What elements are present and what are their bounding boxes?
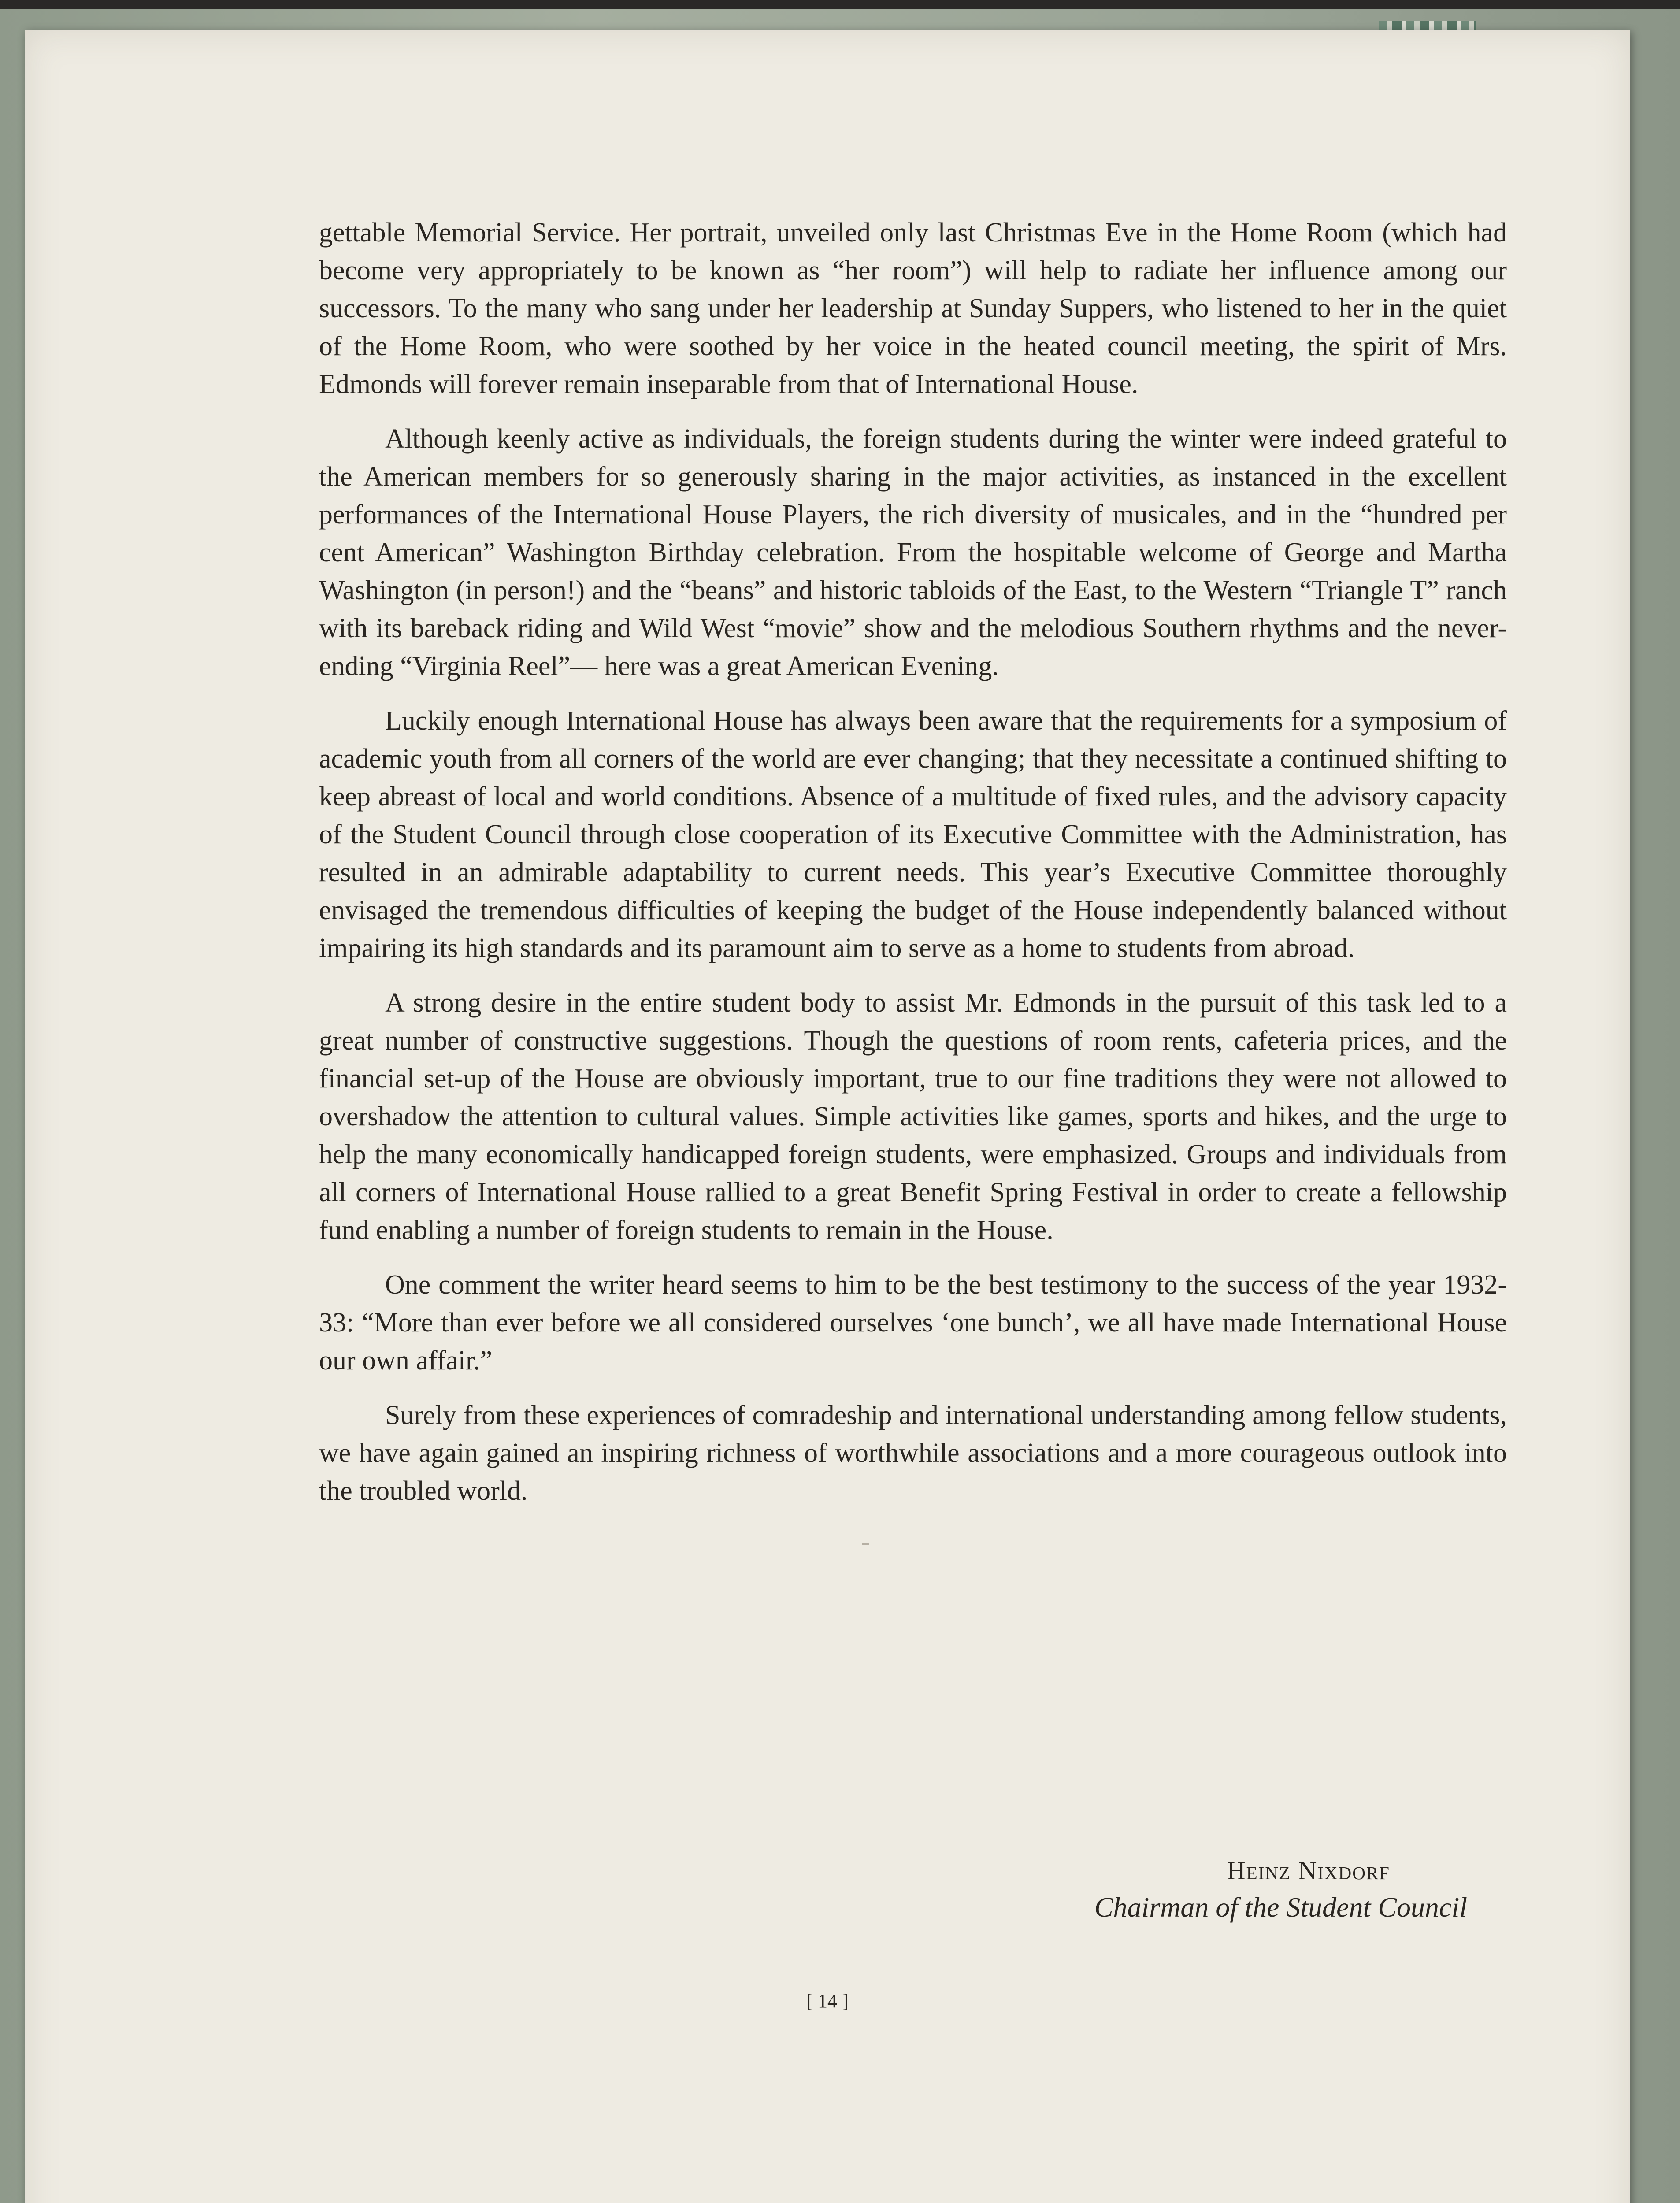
paragraph-continued: gettable Memorial Service. Her portrait, unveiled only last Christmas Eve in the Home Room (which had become very appropriately to be known as “her room”) will help to radiate her influence among our successors. To the many who sang under her leadership at Sunday Suppers, who listened to her in the quiet of the Home Room, who were soothed by her voice in the heated council meeting, the spirit of Mrs. Edmonds will forever remain inseparable from that of International House.	[319, 218, 1507, 399]
paragraph: A strong desire in the entire student body to assist Mr. Edmonds in the pursuit of this task led to a great number of constructive suggestions. Though the questions of room rents, cafeteria prices, and the financial set-up of the House are obviously important, true to our fine traditions they were not allowed to overshadow the attention to cultural values. Simple activities like games, sports and hikes, and the urge to help the many economically handicapped foreign students, were emphasized. Groups and individuals from all corners of International House rallied to a great Benefit Spring Festival in order to create a fellowship fund enabling a number of foreign students to remain in the House.	[319, 988, 1507, 1245]
signature-block	[1094, 1853, 1467, 1926]
page-number: [ 14 ]	[806, 1990, 849, 2012]
paragraph: Luckily enough International House has always been aware that the requirements for a symposium of academic youth from all corners of the world are ever changing; that they necessitate a continued shifting to keep abreast of local and world conditions. Absence of a multitude of fixed rules, and the advisory capacity of the Student Council through close cooperation of its Executive Committee with the Administration, has resulted in an admirable adaptability to current needs. This year’s Executive Committee thoroughly envisaged the tremendous difficulties of keeping the budget of the House independently balanced without impairing its high standards and its paramount aim to serve as a home to students from abroad.	[319, 706, 1507, 963]
paragraph: Although keenly active as individuals, the foreign students during the winter were indeed grateful to the American members for so generously sharing in the major activities, as instanced in the excellent performances of the International House Players, the rich diversity of musicales, and in the “hundred per cent American” Washington Birthday celebration. From the hospitable welcome of George and Martha Washington (in person!) and the “beans” and historic tabloids of the East, to the Western “Triangle T” ranch with its bareback riding and Wild West “movie” show and the melodious Southern rhythms and the never-ending “Virginia Reel”— here was a great American Evening.	[319, 424, 1507, 681]
signatory-title: Chairman of the Student Council	[1094, 1891, 1467, 1923]
paragraph: One comment the writer heard seems to him to be the best testimony to the success of the year 1932-33: “More than ever before we all considered ourselves ‘one bunch’, we all have made International House our own affair.”	[319, 1270, 1507, 1376]
signatory-name: Heinz Nixdorf	[1227, 1856, 1390, 1885]
paper-speck	[862, 1543, 869, 1545]
paragraph: Surely from these experiences of comradeship and international understanding among fellow students, we have again gained an inspiring richness of worthwhile associations and a more courageous outlook into the troubled world.	[319, 1400, 1507, 1506]
book-page	[25, 30, 1630, 2203]
body-text	[319, 214, 1507, 1527]
